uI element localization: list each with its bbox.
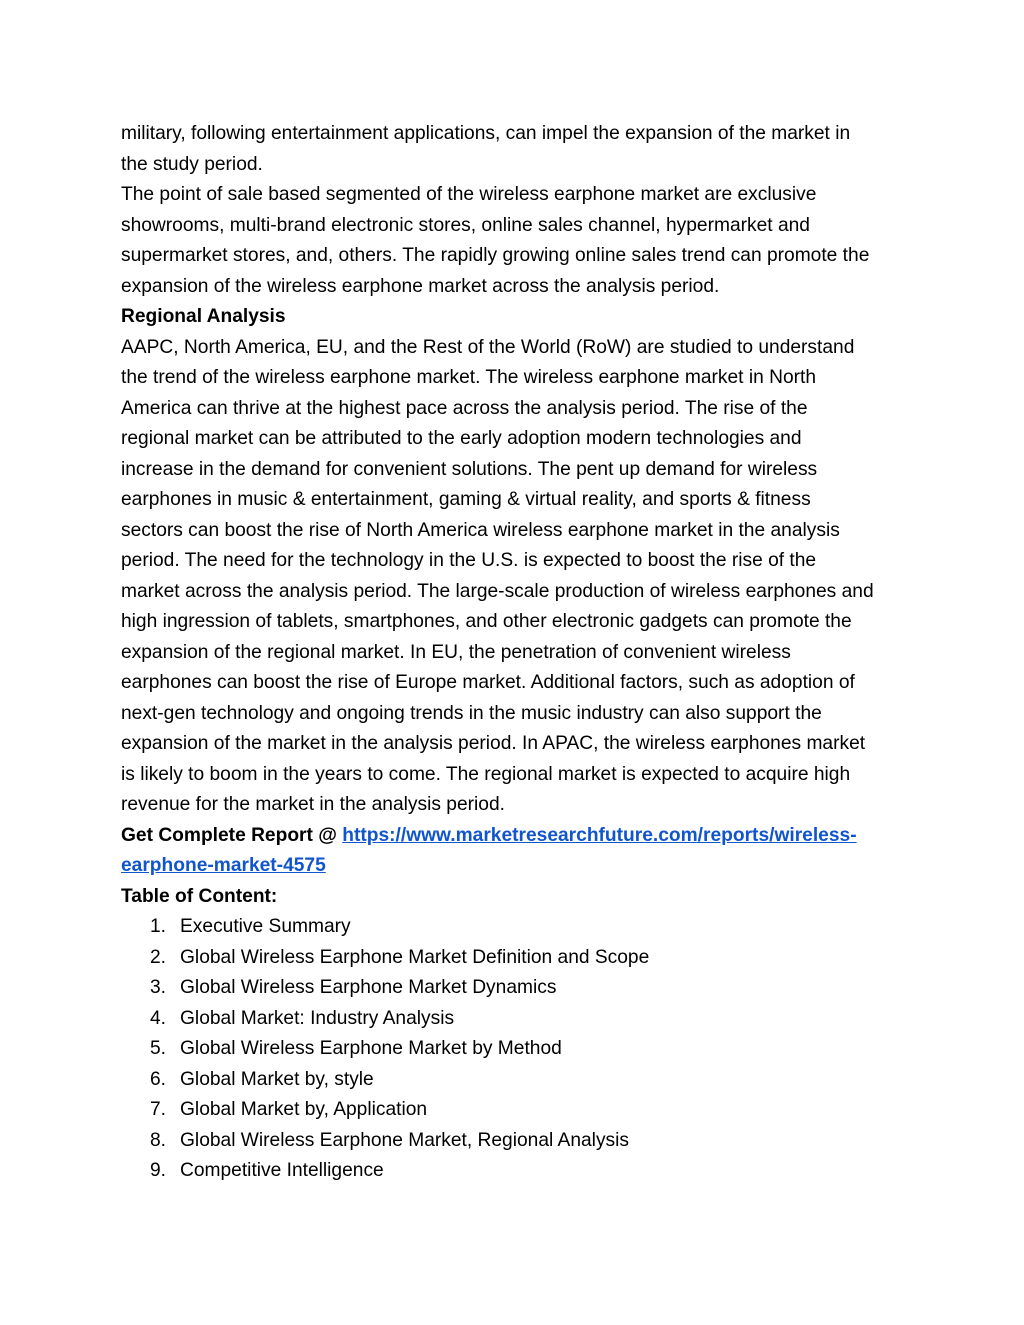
toc-item — [121, 1034, 911, 1065]
report-link-continued[interactable]: earphone-market-4575 — [121, 855, 326, 876]
paragraph-entertainment — [121, 119, 911, 180]
toc-item — [121, 1156, 911, 1187]
text-line: AAPC, North America, EU, and the Rest of the World (RoW) are studied to understand — [121, 336, 855, 358]
text-line: high ingression of tablets, smartphones, and other electronic gadgets can promote the — [121, 611, 852, 632]
toc-item — [121, 1095, 911, 1126]
toc-item — [121, 973, 911, 1004]
text-line: next-gen technology and ongoing trends in the music industry can also support the — [121, 702, 822, 724]
document-page — [121, 119, 911, 1187]
text-line: expansion of the wireless earphone market across the analysis period. — [121, 275, 720, 297]
toc-list — [121, 912, 911, 1187]
text-line: military, following entertainment applications, can impel the expansion of the market in — [121, 123, 851, 144]
toc-item-number: 3. — [150, 977, 167, 998]
text-line: the trend of the wireless earphone market. The wireless earphone market in North — [121, 367, 817, 388]
text-line: America can thrive at the highest pace across the analysis period. The rise of the — [121, 397, 808, 419]
text-line: expansion of the regional market. In EU, the penetration of convenient wireless — [121, 641, 791, 663]
text-line: supermarket stores, and, others. The rapidly growing online sales trend can promote the — [121, 245, 870, 266]
text-line: earphones in music & entertainment, gaming & virtual reality, and sports & fitness — [121, 489, 811, 510]
toc-item-text: Global Market: Industry Analysis — [180, 1007, 455, 1029]
toc-item-text: Global Market by, style — [180, 1068, 374, 1090]
text-line: period. The need for the technology in the U.S. is expected to boost the rise of the — [121, 550, 817, 571]
toc-item-number: 7. — [150, 1099, 167, 1120]
paragraph-point-of-sale — [121, 180, 911, 302]
toc-item — [121, 1126, 911, 1157]
text-line: earphones can boost the rise of Europe market. Additional factors, such as adoption of — [121, 672, 855, 693]
toc-item-text: Global Wireless Earphone Market, Regional Analysis — [180, 1129, 629, 1151]
text-line: the study period. — [121, 153, 263, 175]
report-label: Get Complete Report @ — [121, 824, 343, 846]
get-complete-report — [121, 821, 911, 882]
text-line: revenue for the market in the analysis period. — [121, 794, 505, 815]
text-line: regional market can be attributed to the early adoption modern technologies and — [121, 428, 802, 449]
toc-item-number: 8. — [150, 1129, 167, 1151]
text-line: showrooms, multi-brand electronic stores, online sales channel, hypermarket and — [121, 214, 810, 236]
toc-item-text: Global Wireless Earphone Market Definition and Scope — [180, 946, 650, 968]
text-line: The point of sale based segmented of the wireless earphone market are exclusive — [121, 184, 817, 205]
toc-item-number: 2. — [150, 946, 167, 968]
toc-item-number: 4. — [150, 1007, 167, 1029]
toc-item-text: Global Wireless Earphone Market by Method — [180, 1038, 562, 1059]
text-line: expansion of the market in the analysis period. In APAC, the wireless earphones market — [121, 733, 866, 754]
toc-item-text: Competitive Intelligence — [180, 1160, 384, 1181]
toc-item-number: 9. — [150, 1160, 167, 1181]
regional-analysis-heading: Regional Analysis — [121, 306, 286, 327]
text-line: is likely to boom in the years to come. The regional market is expected to acquire high — [121, 763, 851, 785]
toc-item — [121, 1065, 911, 1096]
toc-item-text: Global Wireless Earphone Market Dynamics — [180, 977, 557, 998]
toc-item-text: Executive Summary — [180, 916, 351, 937]
toc-item-number: 1. — [150, 916, 167, 937]
text-line: sectors can boost the rise of North America wireless earphone market in the analysis — [121, 519, 840, 541]
toc-item — [121, 912, 911, 943]
toc-item — [121, 943, 911, 974]
toc-item-text: Global Market by, Application — [180, 1099, 428, 1120]
paragraph-regional-analysis — [121, 333, 911, 821]
toc-heading: Table of Content: — [121, 885, 278, 907]
text-line: market across the analysis period. The large-scale production of wireless earphones and — [121, 580, 874, 602]
text-line: increase in the demand for convenient solutions. The pent up demand for wireless — [121, 458, 818, 480]
report-link[interactable]: https://www.marketresearchfuture.com/reports/wireless- — [342, 824, 857, 846]
toc-item-number: 5. — [150, 1038, 167, 1059]
toc-item-number: 6. — [150, 1068, 167, 1090]
toc-item — [121, 1004, 911, 1035]
